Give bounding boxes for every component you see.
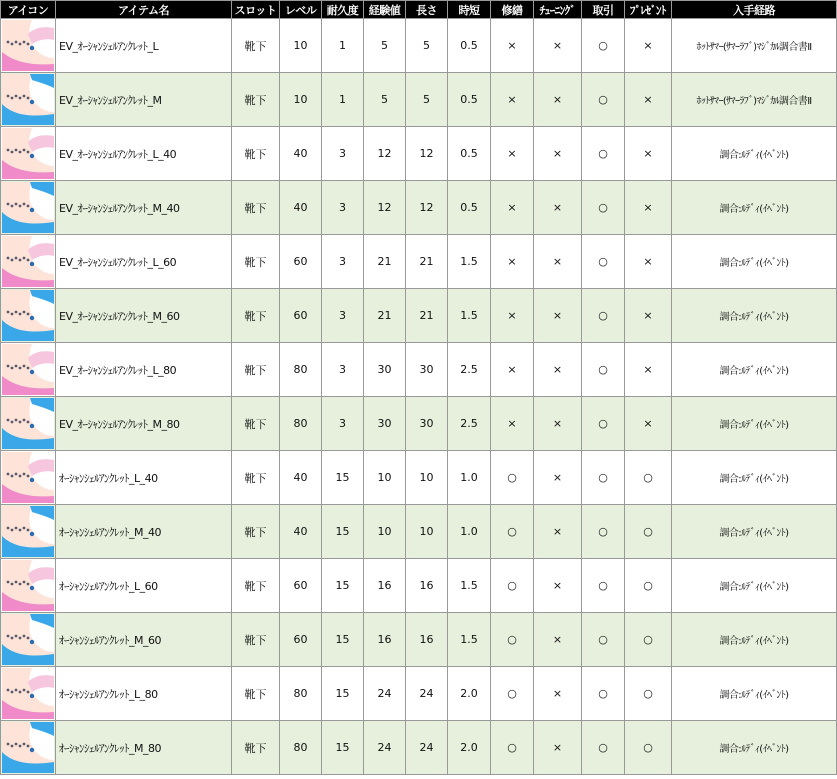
present-cell: × — [625, 343, 672, 397]
icon-cell — [1, 181, 56, 235]
durability-cell: 1 — [322, 73, 364, 127]
shorten-cell: 2.5 — [448, 343, 491, 397]
length-cell: 24 — [406, 721, 448, 775]
tuning-cell: × — [534, 721, 582, 775]
length-cell: 30 — [406, 397, 448, 451]
tuning-cell: × — [534, 397, 582, 451]
source-cell: 調合:ﾙﾃﾞｨ(ｲﾍﾞﾝﾄ) — [672, 127, 837, 181]
repair-cell: × — [491, 397, 534, 451]
item-name-cell: ｵｰｼｬﾝｼｪﾙｱﾝｸﾚｯﾄ_M_80 — [56, 721, 232, 775]
repair-cell: ○ — [491, 613, 534, 667]
present-cell: × — [625, 397, 672, 451]
tuning-cell: × — [534, 505, 582, 559]
slot-cell: 靴下 — [232, 559, 280, 613]
icon-cell — [1, 343, 56, 397]
trade-cell: ○ — [582, 289, 625, 343]
trade-cell: ○ — [582, 73, 625, 127]
slot-cell: 靴下 — [232, 721, 280, 775]
trade-cell: ○ — [582, 19, 625, 73]
pink-anklet-icon — [2, 560, 54, 611]
header-tuning: ﾁｭｰﾆﾝｸﾞ — [534, 1, 582, 19]
durability-cell: 15 — [322, 451, 364, 505]
exp-cell: 5 — [364, 19, 406, 73]
shorten-cell: 0.5 — [448, 127, 491, 181]
repair-cell: ○ — [491, 451, 534, 505]
item-name-cell: EV_ｵｰｼｬﾝｼｪﾙｱﾝｸﾚｯﾄ_L_80 — [56, 343, 232, 397]
trade-cell: ○ — [582, 505, 625, 559]
item-name-cell: EV_ｵｰｼｬﾝｼｪﾙｱﾝｸﾚｯﾄ_M_80 — [56, 397, 232, 451]
header-icon: アイコン — [1, 1, 56, 19]
shorten-cell: 0.5 — [448, 19, 491, 73]
shorten-cell: 2.0 — [448, 721, 491, 775]
slot-cell: 靴下 — [232, 235, 280, 289]
length-cell: 16 — [406, 559, 448, 613]
durability-cell: 15 — [322, 667, 364, 721]
durability-cell: 15 — [322, 721, 364, 775]
item-name-cell: EV_ｵｰｼｬﾝｼｪﾙｱﾝｸﾚｯﾄ_L_60 — [56, 235, 232, 289]
item-name-cell: EV_ｵｰｼｬﾝｼｪﾙｱﾝｸﾚｯﾄ_M_60 — [56, 289, 232, 343]
repair-cell: × — [491, 235, 534, 289]
exp-cell: 30 — [364, 343, 406, 397]
present-cell: ○ — [625, 505, 672, 559]
exp-cell: 21 — [364, 289, 406, 343]
source-cell: 調合:ﾙﾃﾞｨ(ｲﾍﾞﾝﾄ) — [672, 613, 837, 667]
icon-cell — [1, 127, 56, 181]
table-row — [1, 181, 837, 235]
item-name-cell: ｵｰｼｬﾝｼｪﾙｱﾝｸﾚｯﾄ_M_60 — [56, 613, 232, 667]
exp-cell: 16 — [364, 559, 406, 613]
tuning-cell: × — [534, 667, 582, 721]
source-cell: 調合:ﾙﾃﾞｨ(ｲﾍﾞﾝﾄ) — [672, 721, 837, 775]
durability-cell: 3 — [322, 127, 364, 181]
level-cell: 10 — [280, 73, 322, 127]
exp-cell: 12 — [364, 181, 406, 235]
tuning-cell: × — [534, 19, 582, 73]
trade-cell: ○ — [582, 127, 625, 181]
length-cell: 30 — [406, 343, 448, 397]
trade-cell: ○ — [582, 235, 625, 289]
slot-cell: 靴下 — [232, 397, 280, 451]
trade-cell: ○ — [582, 343, 625, 397]
level-cell: 40 — [280, 451, 322, 505]
item-name-cell: EV_ｵｰｼｬﾝｼｪﾙｱﾝｸﾚｯﾄ_M_40 — [56, 181, 232, 235]
header-name: アイテム名 — [56, 1, 232, 19]
durability-cell: 3 — [322, 181, 364, 235]
trade-cell: ○ — [582, 667, 625, 721]
exp-cell: 10 — [364, 451, 406, 505]
present-cell: × — [625, 127, 672, 181]
repair-cell: × — [491, 127, 534, 181]
slot-cell: 靴下 — [232, 667, 280, 721]
source-cell: 調合:ﾙﾃﾞｨ(ｲﾍﾞﾝﾄ) — [672, 451, 837, 505]
exp-cell: 30 — [364, 397, 406, 451]
header-level: レベル — [280, 1, 322, 19]
pink-anklet-icon — [2, 344, 54, 395]
level-cell: 60 — [280, 289, 322, 343]
table-row — [1, 19, 837, 73]
header-source: 入手経路 — [672, 1, 837, 19]
header-repair: 修繕 — [491, 1, 534, 19]
shorten-cell: 1.5 — [448, 289, 491, 343]
length-cell: 10 — [406, 505, 448, 559]
slot-cell: 靴下 — [232, 451, 280, 505]
durability-cell: 3 — [322, 343, 364, 397]
repair-cell: × — [491, 73, 534, 127]
level-cell: 40 — [280, 127, 322, 181]
item-name-cell: ｵｰｼｬﾝｼｪﾙｱﾝｸﾚｯﾄ_L_60 — [56, 559, 232, 613]
icon-cell — [1, 667, 56, 721]
durability-cell: 3 — [322, 289, 364, 343]
table-row — [1, 559, 837, 613]
source-cell: ﾎｯﾄｻﾏｰ(ｻﾏｰﾗﾌﾞ)ﾏｼﾞｶﾙ調合書Ⅱ — [672, 73, 837, 127]
length-cell: 16 — [406, 613, 448, 667]
blue-anklet-icon — [2, 290, 54, 341]
icon-cell — [1, 73, 56, 127]
present-cell: ○ — [625, 721, 672, 775]
repair-cell: × — [491, 181, 534, 235]
present-cell: ○ — [625, 559, 672, 613]
table-row — [1, 505, 837, 559]
slot-cell: 靴下 — [232, 613, 280, 667]
table-row — [1, 613, 837, 667]
exp-cell: 24 — [364, 721, 406, 775]
slot-cell: 靴下 — [232, 19, 280, 73]
tuning-cell: × — [534, 343, 582, 397]
item-name-cell: ｵｰｼｬﾝｼｪﾙｱﾝｸﾚｯﾄ_L_80 — [56, 667, 232, 721]
tuning-cell: × — [534, 73, 582, 127]
tuning-cell: × — [534, 451, 582, 505]
blue-anklet-icon — [2, 722, 54, 773]
level-cell: 60 — [280, 235, 322, 289]
shorten-cell: 1.5 — [448, 613, 491, 667]
level-cell: 60 — [280, 613, 322, 667]
blue-anklet-icon — [2, 506, 54, 557]
icon-cell — [1, 235, 56, 289]
level-cell: 10 — [280, 19, 322, 73]
durability-cell: 3 — [322, 397, 364, 451]
blue-anklet-icon — [2, 614, 54, 665]
length-cell: 21 — [406, 289, 448, 343]
present-cell: ○ — [625, 451, 672, 505]
item-name-cell: EV_ｵｰｼｬﾝｼｪﾙｱﾝｸﾚｯﾄ_L_40 — [56, 127, 232, 181]
shorten-cell: 1.0 — [448, 505, 491, 559]
length-cell: 24 — [406, 667, 448, 721]
source-cell: 調合:ﾙﾃﾞｨ(ｲﾍﾞﾝﾄ) — [672, 235, 837, 289]
source-cell: 調合:ﾙﾃﾞｨ(ｲﾍﾞﾝﾄ) — [672, 289, 837, 343]
shorten-cell: 1.5 — [448, 235, 491, 289]
item-name-cell: ｵｰｼｬﾝｼｪﾙｱﾝｸﾚｯﾄ_L_40 — [56, 451, 232, 505]
slot-cell: 靴下 — [232, 73, 280, 127]
table-row — [1, 397, 837, 451]
header-row — [1, 1, 837, 19]
source-cell: 調合:ﾙﾃﾞｨ(ｲﾍﾞﾝﾄ) — [672, 181, 837, 235]
shorten-cell: 0.5 — [448, 181, 491, 235]
shorten-cell: 2.0 — [448, 667, 491, 721]
tuning-cell: × — [534, 559, 582, 613]
level-cell: 40 — [280, 505, 322, 559]
icon-cell — [1, 721, 56, 775]
source-cell: 調合:ﾙﾃﾞｨ(ｲﾍﾞﾝﾄ) — [672, 397, 837, 451]
shorten-cell: 0.5 — [448, 73, 491, 127]
icon-cell — [1, 397, 56, 451]
table-row — [1, 667, 837, 721]
length-cell: 21 — [406, 235, 448, 289]
exp-cell: 12 — [364, 127, 406, 181]
pink-anklet-icon — [2, 128, 54, 179]
repair-cell: ○ — [491, 505, 534, 559]
slot-cell: 靴下 — [232, 181, 280, 235]
slot-cell: 靴下 — [232, 343, 280, 397]
repair-cell: ○ — [491, 559, 534, 613]
tuning-cell: × — [534, 289, 582, 343]
exp-cell: 24 — [364, 667, 406, 721]
repair-cell: × — [491, 343, 534, 397]
exp-cell: 16 — [364, 613, 406, 667]
tuning-cell: × — [534, 181, 582, 235]
blue-anklet-icon — [2, 182, 54, 233]
header-length: 長さ — [406, 1, 448, 19]
tuning-cell: × — [534, 127, 582, 181]
icon-cell — [1, 19, 56, 73]
present-cell: × — [625, 181, 672, 235]
header-exp: 経験値 — [364, 1, 406, 19]
shorten-cell: 1.0 — [448, 451, 491, 505]
source-cell: ﾎｯﾄｻﾏｰ(ｻﾏｰﾗﾌﾞ)ﾏｼﾞｶﾙ調合書Ⅱ — [672, 19, 837, 73]
trade-cell: ○ — [582, 451, 625, 505]
exp-cell: 5 — [364, 73, 406, 127]
length-cell: 12 — [406, 127, 448, 181]
slot-cell: 靴下 — [232, 289, 280, 343]
durability-cell: 15 — [322, 505, 364, 559]
icon-cell — [1, 289, 56, 343]
exp-cell: 21 — [364, 235, 406, 289]
trade-cell: ○ — [582, 397, 625, 451]
trade-cell: ○ — [582, 181, 625, 235]
icon-cell — [1, 559, 56, 613]
durability-cell: 15 — [322, 559, 364, 613]
source-cell: 調合:ﾙﾃﾞｨ(ｲﾍﾞﾝﾄ) — [672, 505, 837, 559]
blue-anklet-icon — [2, 398, 54, 449]
durability-cell: 3 — [322, 235, 364, 289]
pink-anklet-icon — [2, 452, 54, 503]
slot-cell: 靴下 — [232, 127, 280, 181]
pink-anklet-icon — [2, 668, 54, 719]
repair-cell: × — [491, 19, 534, 73]
header-durability: 耐久度 — [322, 1, 364, 19]
blue-anklet-icon — [2, 74, 54, 125]
icon-cell — [1, 451, 56, 505]
table-row — [1, 235, 837, 289]
present-cell: ○ — [625, 667, 672, 721]
table-row — [1, 721, 837, 775]
slot-cell: 靴下 — [232, 505, 280, 559]
repair-cell: ○ — [491, 721, 534, 775]
item-name-cell: ｵｰｼｬﾝｼｪﾙｱﾝｸﾚｯﾄ_M_40 — [56, 505, 232, 559]
trade-cell: ○ — [582, 559, 625, 613]
length-cell: 10 — [406, 451, 448, 505]
level-cell: 80 — [280, 397, 322, 451]
item-name-cell: EV_ｵｰｼｬﾝｼｪﾙｱﾝｸﾚｯﾄ_L — [56, 19, 232, 73]
durability-cell: 15 — [322, 613, 364, 667]
level-cell: 40 — [280, 181, 322, 235]
header-slot: スロット — [232, 1, 280, 19]
table-row — [1, 451, 837, 505]
length-cell: 5 — [406, 73, 448, 127]
table-row — [1, 343, 837, 397]
level-cell: 80 — [280, 721, 322, 775]
durability-cell: 1 — [322, 19, 364, 73]
item-rows — [1, 19, 837, 775]
tuning-cell: × — [534, 613, 582, 667]
repair-cell: ○ — [491, 667, 534, 721]
table-row — [1, 127, 837, 181]
header-trade: 取引 — [582, 1, 625, 19]
present-cell: ○ — [625, 613, 672, 667]
table-row — [1, 73, 837, 127]
trade-cell: ○ — [582, 613, 625, 667]
item-name-cell: EV_ｵｰｼｬﾝｼｪﾙｱﾝｸﾚｯﾄ_M — [56, 73, 232, 127]
pink-anklet-icon — [2, 236, 54, 287]
shorten-cell: 2.5 — [448, 397, 491, 451]
tuning-cell: × — [534, 235, 582, 289]
icon-cell — [1, 613, 56, 667]
source-cell: 調合:ﾙﾃﾞｨ(ｲﾍﾞﾝﾄ) — [672, 667, 837, 721]
length-cell: 5 — [406, 19, 448, 73]
header-shorten: 時短 — [448, 1, 491, 19]
level-cell: 80 — [280, 667, 322, 721]
source-cell: 調合:ﾙﾃﾞｨ(ｲﾍﾞﾝﾄ) — [672, 343, 837, 397]
icon-cell — [1, 505, 56, 559]
present-cell: × — [625, 289, 672, 343]
present-cell: × — [625, 19, 672, 73]
length-cell: 12 — [406, 181, 448, 235]
exp-cell: 10 — [364, 505, 406, 559]
source-cell: 調合:ﾙﾃﾞｨ(ｲﾍﾞﾝﾄ) — [672, 559, 837, 613]
table-row — [1, 289, 837, 343]
repair-cell: × — [491, 289, 534, 343]
present-cell: × — [625, 235, 672, 289]
shorten-cell: 1.5 — [448, 559, 491, 613]
trade-cell: ○ — [582, 721, 625, 775]
level-cell: 60 — [280, 559, 322, 613]
header-present: ﾌﾟﾚｾﾞﾝﾄ — [625, 1, 672, 19]
pink-anklet-icon — [2, 20, 54, 71]
level-cell: 80 — [280, 343, 322, 397]
present-cell: × — [625, 73, 672, 127]
